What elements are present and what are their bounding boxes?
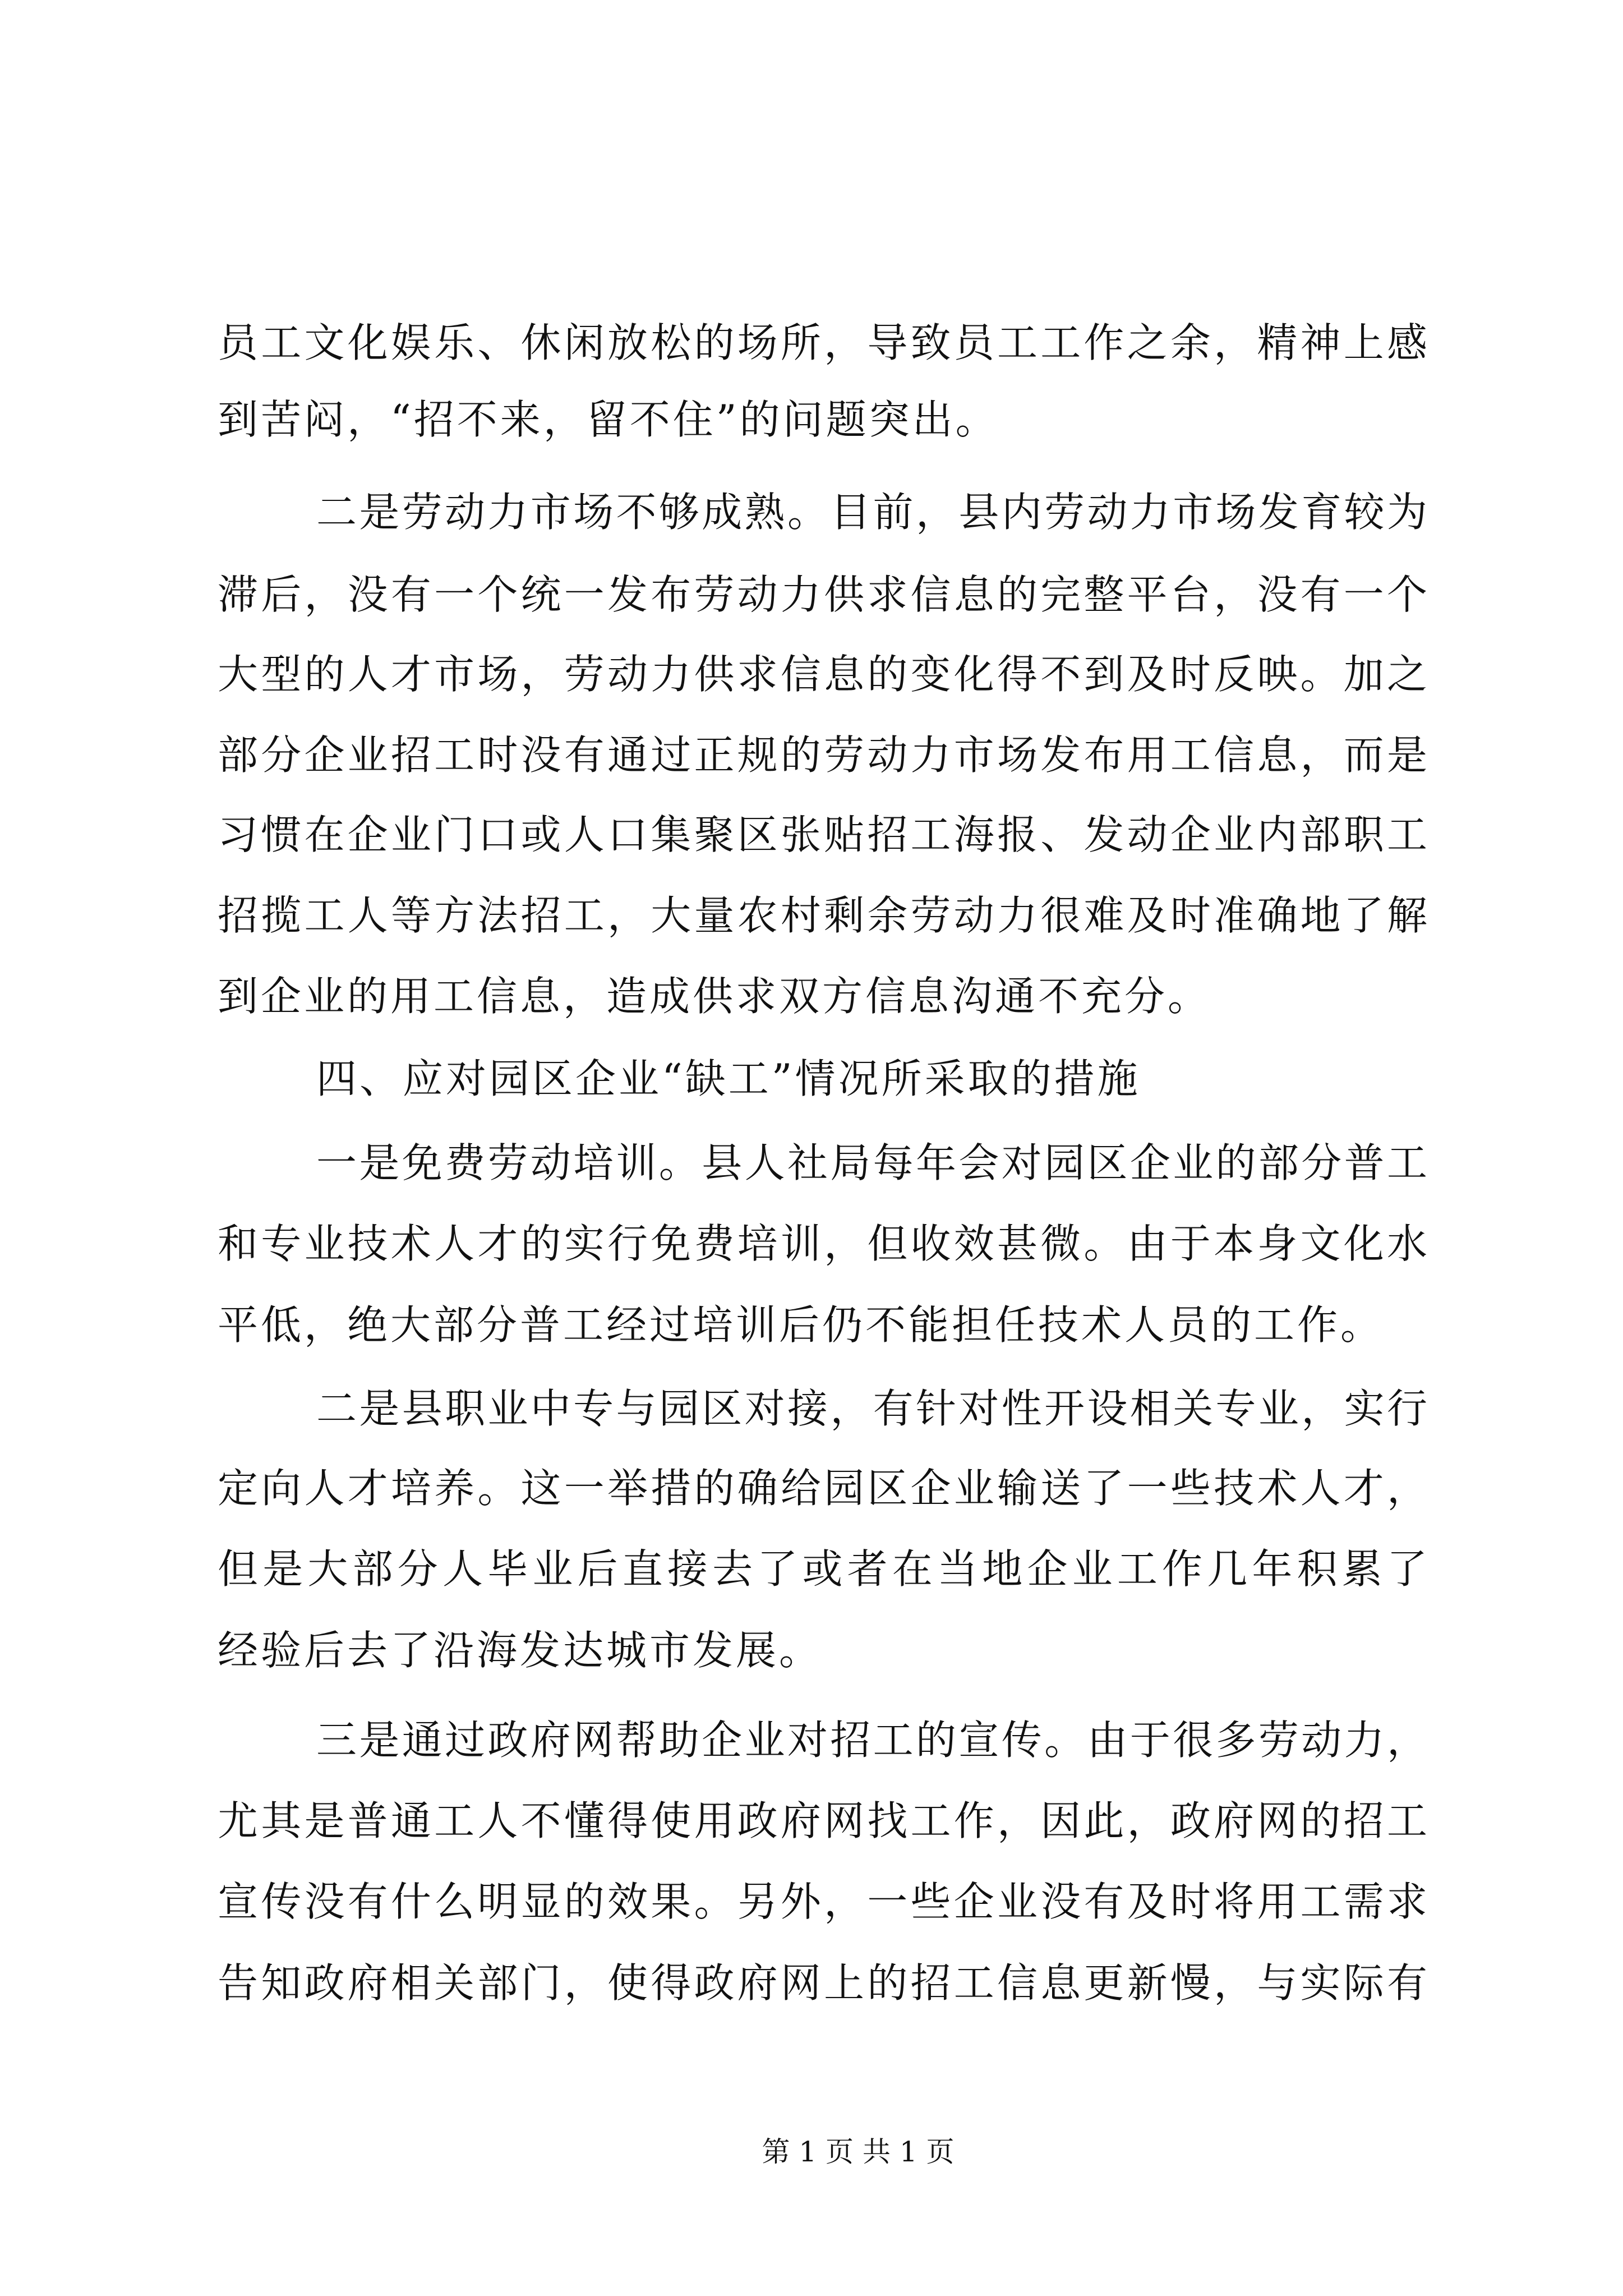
text-line: 员工文化娱乐、休闲放松的场所，导致员工工作之余，精神上感	[218, 319, 1427, 366]
text-line: 尤其是普通工人不懂得使用政府网找工作，因此，政府网的招工	[218, 1797, 1427, 1844]
text-line: 告知政府相关部门，使得政府网上的招工信息更新慢，与实际有	[218, 1959, 1427, 2007]
text-line: 宣传没有什么明显的效果。另外，一些企业没有及时将用工需求	[218, 1878, 1427, 1925]
text-line: 三是通过政府网帮助企业对招工的宣传。由于很多劳动力，	[316, 1717, 1427, 1764]
text-line: 和专业技术人才的实行免费培训，但收效甚微。由于本身文化水	[218, 1220, 1427, 1267]
page-footer: 第 1 页 共 1 页	[762, 2136, 955, 2168]
heading-line: 四、应对园区企业“缺工”情况所采取的措施	[316, 1055, 1141, 1102]
text-line: 招揽工人等方法招工，大量农村剩余劳动力很难及时准确地了解	[218, 892, 1427, 939]
text-line: 习惯在企业门口或人口集聚区张贴招工海报、发动企业内部职工	[218, 811, 1427, 858]
text-line: 到苦闷，“招不来，留不住”的问题突出。	[218, 396, 999, 443]
text-line: 一是免费劳动培训。县人社局每年会对园区企业的部分普工	[316, 1139, 1427, 1186]
text-line: 平低，绝大部分普工经过培训后仍不能担任技术人员的工作。	[218, 1301, 1384, 1349]
text-line: 到企业的用工信息，造成供求双方信息沟通不充分。	[218, 973, 1211, 1020]
text-line: 二是劳动力市场不够成熟。目前，县内劳动力市场发育较为	[316, 489, 1427, 536]
text-line: 二是县职业中专与园区对接，有针对性开设相关专业，实行	[316, 1385, 1427, 1432]
text-line: 定向人才培养。这一举措的确给园区企业输送了一些技术人才，	[218, 1465, 1427, 1512]
text-line: 部分企业招工时没有通过正规的劳动力市场发布用工信息，而是	[218, 731, 1427, 779]
text-line: 但是大部分人毕业后直接去了或者在当地企业工作几年积累了	[218, 1545, 1427, 1593]
text-line: 经验后去了沿海发达城市发展。	[218, 1627, 823, 1674]
text-line: 滞后，没有一个统一发布劳动力供求信息的完整平台，没有一个	[218, 571, 1427, 618]
text-line: 大型的人才市场，劳动力供求信息的变化得不到及时反映。加之	[218, 651, 1427, 698]
